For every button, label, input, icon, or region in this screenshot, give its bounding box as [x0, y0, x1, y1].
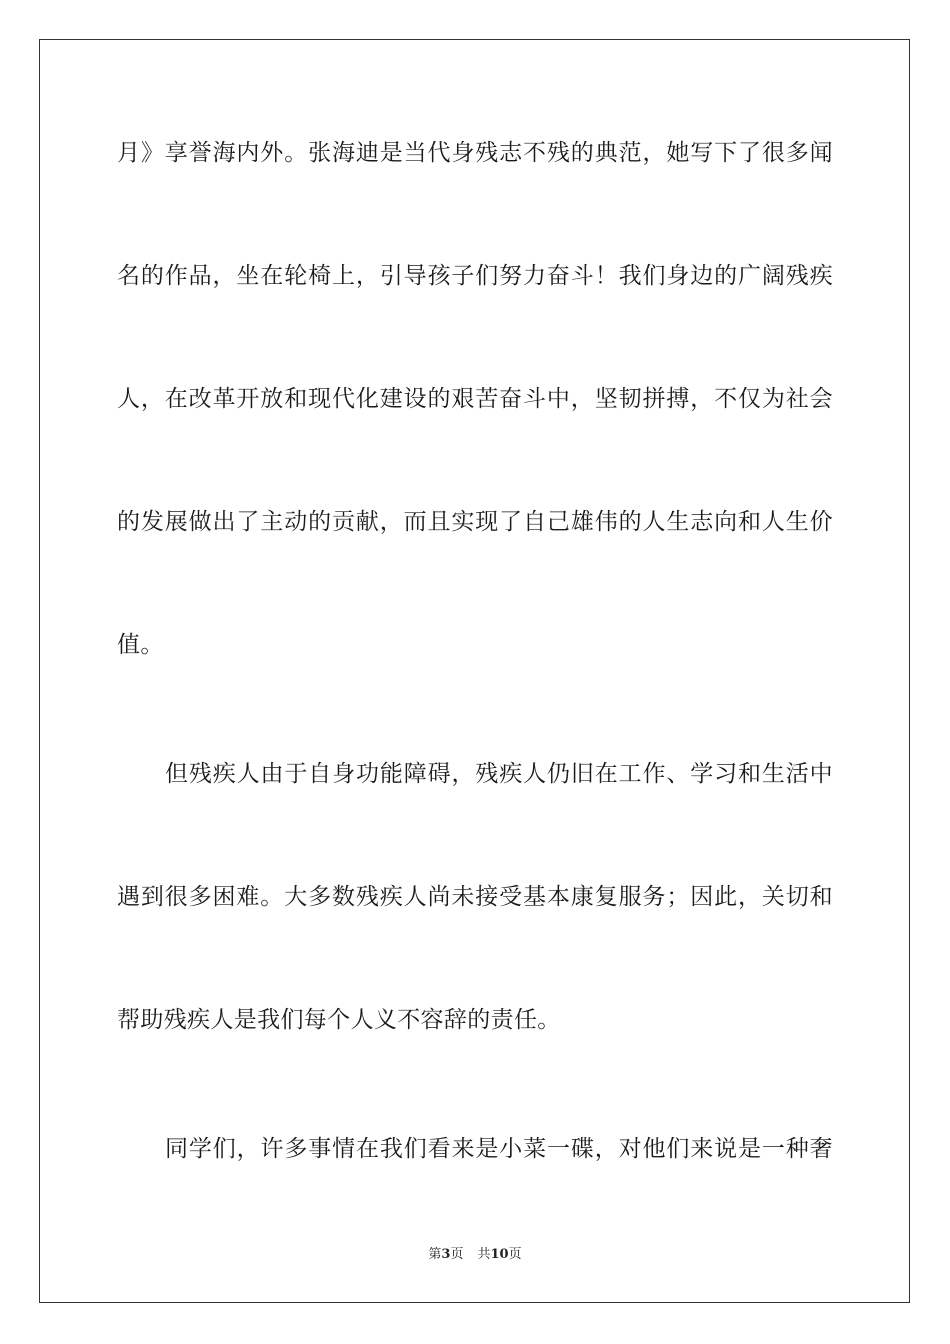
text-line: 帮助残疾人是我们每个人义不容辞的责任。	[117, 1007, 561, 1033]
text-line: 人，在改革开放和现代化建设的艰苦奋斗中，坚韧拼搏，不仅为社会	[117, 386, 833, 412]
text-line: 的发展做出了主动的贡献，而且实现了自己雄伟的人生志向和人生价	[117, 509, 833, 535]
page-label-suffix: 页	[450, 1247, 464, 1262]
paragraph-first-line: 同学们，许多事情在我们看来是小菜一碟，对他们来说是一种奢	[165, 1136, 833, 1162]
text-line: 值。	[117, 632, 164, 658]
total-pages: 10	[490, 1247, 509, 1262]
page-label-prefix: 第	[428, 1247, 442, 1262]
text-line: 月》享誉海内外。张海迪是当代身残志不残的典范，她写下了很多闻	[117, 140, 833, 166]
page-border	[39, 39, 910, 1303]
page-footer	[0, 1246, 950, 1264]
text-line: 遇到很多困难。大多数残疾人尚未接受基本康复服务；因此，关切和	[117, 884, 833, 910]
paragraph-first-line: 但残疾人由于自身功能障碍，残疾人仍旧在工作、学习和生活中	[165, 761, 833, 787]
total-label-suffix: 页	[508, 1247, 522, 1262]
text-line: 名的作品，坐在轮椅上，引导孩子们努力奋斗！我们身边的广阔残疾	[117, 263, 833, 289]
page-number: 3	[441, 1247, 451, 1262]
total-label-prefix: 共	[477, 1247, 491, 1262]
